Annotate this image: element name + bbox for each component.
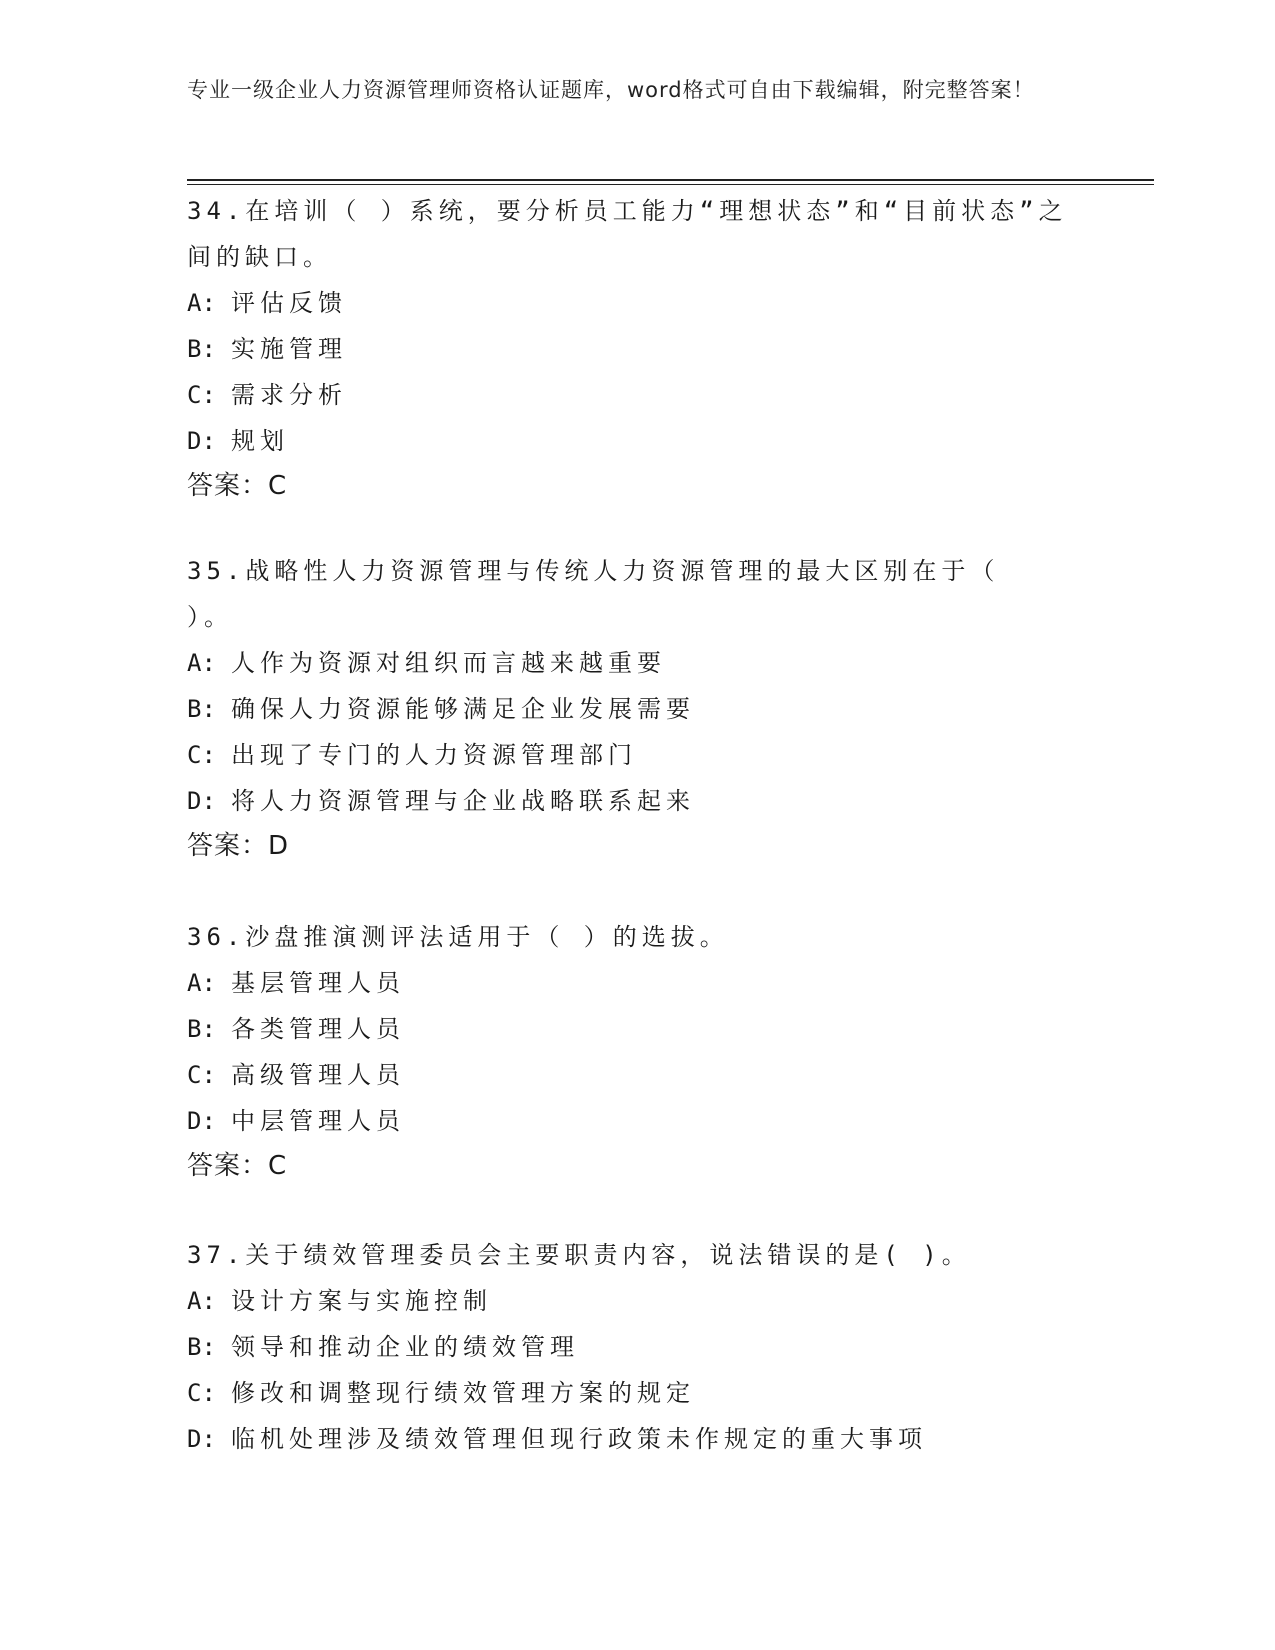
option-b xyxy=(187,326,1087,372)
option-text: 中层管理人员 xyxy=(231,1107,405,1135)
answer: 答案：D xyxy=(187,831,290,861)
option-b xyxy=(187,1006,1087,1052)
option-key: D: xyxy=(187,1425,216,1453)
option-d xyxy=(187,1416,1087,1462)
option-key: B: xyxy=(187,1333,216,1361)
option-text: 规划 xyxy=(231,427,289,455)
option-text: 实施管理 xyxy=(231,335,347,363)
option-c xyxy=(187,372,1087,418)
option-text: 评估反馈 xyxy=(231,289,347,317)
option-b xyxy=(187,686,1087,732)
answer: 答案：C xyxy=(187,1151,288,1181)
option-text: 基层管理人员 xyxy=(231,969,405,997)
option-a xyxy=(187,960,1087,1006)
option-text: 各类管理人员 xyxy=(231,1015,405,1043)
option-text: 高级管理人员 xyxy=(231,1061,405,1089)
option-key: D: xyxy=(187,427,216,455)
option-a xyxy=(187,640,1087,686)
option-key: B: xyxy=(187,1015,216,1043)
question-34 xyxy=(187,188,1087,508)
document-header: 专业一级企业人力资源管理师资格认证题库，word格式可自由下载编辑，附完整答案！ xyxy=(187,78,1035,102)
option-key: A: xyxy=(187,1287,216,1315)
option-c xyxy=(187,732,1087,778)
header-divider-thin xyxy=(187,184,1154,185)
question-stem: 35.战略性人力资源管理与传统人力资源管理的最大区别在于（ ）。 xyxy=(187,557,1048,631)
question-36 xyxy=(187,914,1087,1188)
question-stem: 36.沙盘推演测评法适用于（ ）的选拔。 xyxy=(187,923,729,951)
option-text: 领导和推动企业的绩效管理 xyxy=(231,1333,579,1361)
option-text: 修改和调整现行绩效管理方案的规定 xyxy=(231,1379,695,1407)
option-a xyxy=(187,1278,1087,1324)
option-key: C: xyxy=(187,381,216,409)
option-text: 人作为资源对组织而言越来越重要 xyxy=(231,649,666,677)
option-key: D: xyxy=(187,787,216,815)
option-c xyxy=(187,1052,1087,1098)
option-text: 设计方案与实施控制 xyxy=(231,1287,492,1315)
question-35 xyxy=(187,548,1087,868)
header-divider xyxy=(187,179,1154,181)
option-text: 出现了专门的人力资源管理部门 xyxy=(231,741,637,769)
option-key: A: xyxy=(187,289,216,317)
option-key: C: xyxy=(187,1061,216,1089)
option-text: 临机处理涉及绩效管理但现行政策未作规定的重大事项 xyxy=(231,1425,927,1453)
option-d xyxy=(187,778,1087,824)
option-d xyxy=(187,1098,1087,1144)
option-key: D: xyxy=(187,1107,216,1135)
option-key: C: xyxy=(187,1379,216,1407)
option-b xyxy=(187,1324,1087,1370)
option-key: A: xyxy=(187,969,216,997)
option-key: C: xyxy=(187,741,216,769)
option-key: B: xyxy=(187,695,216,723)
option-text: 确保人力资源能够满足企业发展需要 xyxy=(231,695,695,723)
option-text: 将人力资源管理与企业战略联系起来 xyxy=(231,787,695,815)
option-d xyxy=(187,418,1087,464)
answer: 答案：C xyxy=(187,471,288,501)
question-stem: 37.关于绩效管理委员会主要职责内容，说法错误的是( )。 xyxy=(187,1241,971,1269)
option-key: A: xyxy=(187,649,216,677)
option-text: 需求分析 xyxy=(231,381,347,409)
question-37 xyxy=(187,1232,1087,1462)
option-key: B: xyxy=(187,335,216,363)
option-c xyxy=(187,1370,1087,1416)
question-stem: 34.在培训（ ）系统，要分析员工能力“理想状态”和“目前状态”之间的缺口。 xyxy=(187,197,1068,271)
option-a xyxy=(187,280,1087,326)
